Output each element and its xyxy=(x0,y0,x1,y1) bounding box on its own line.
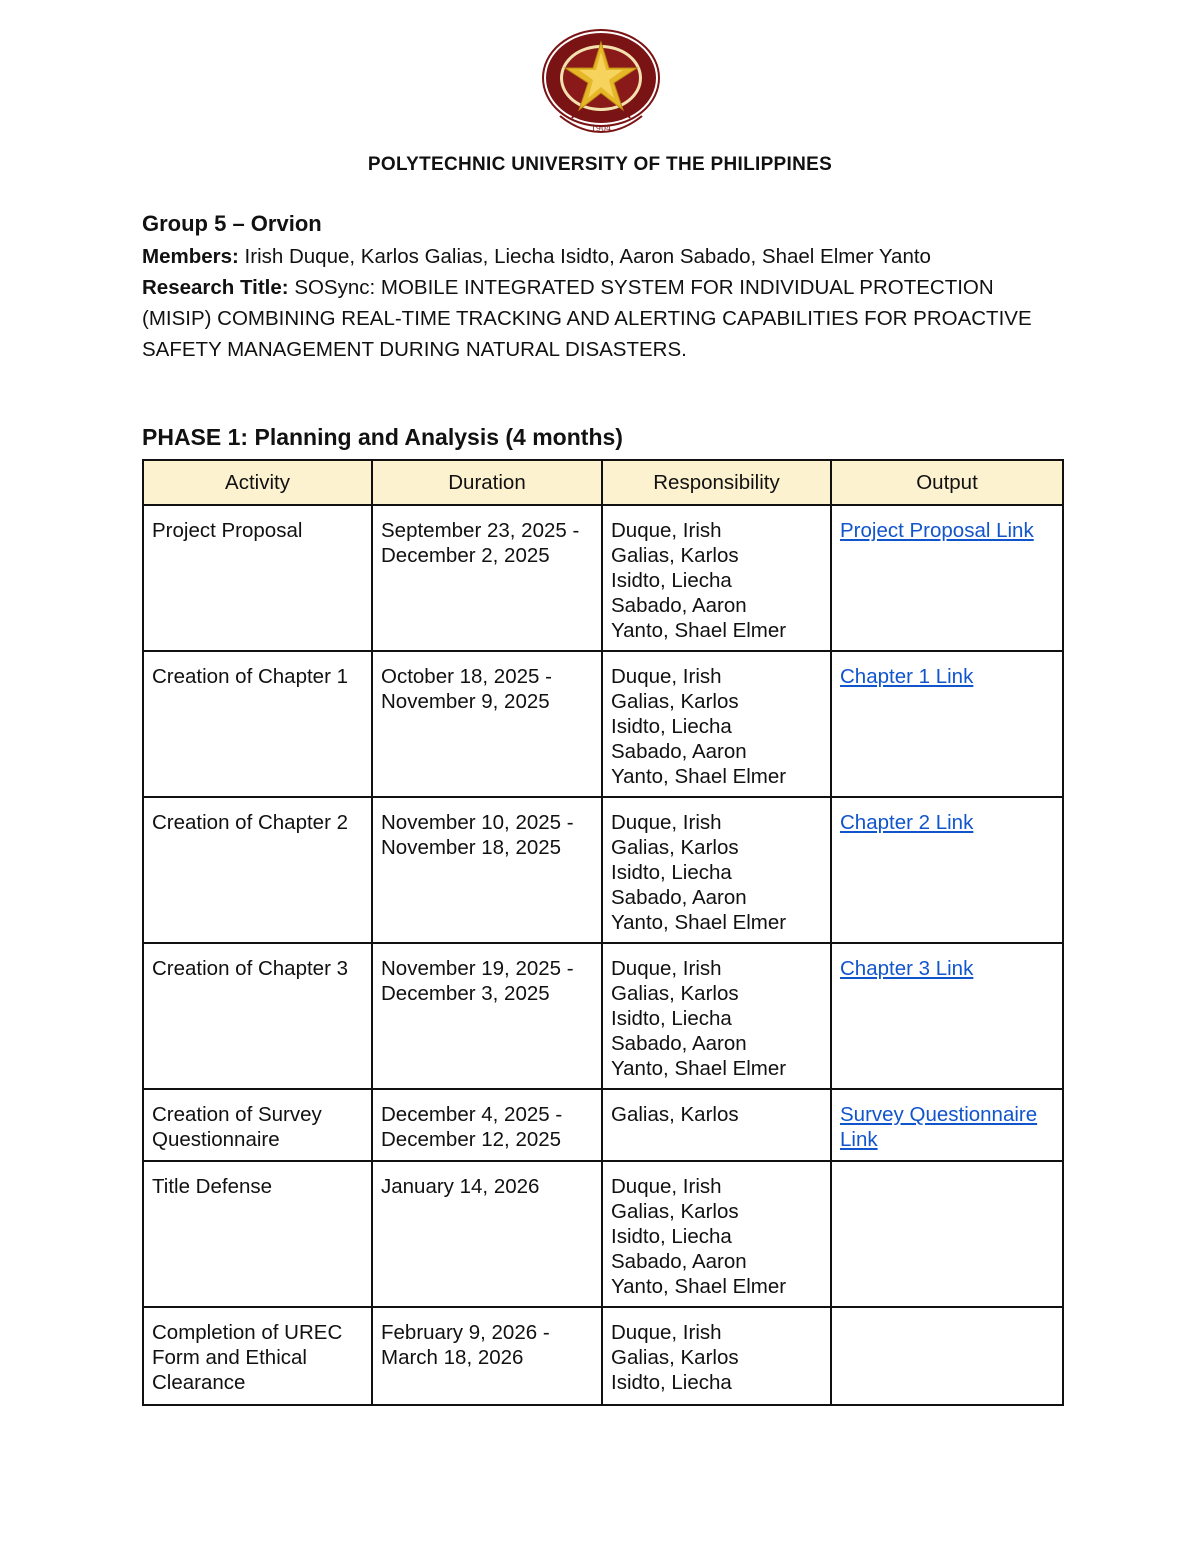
output-link[interactable]: Project Proposal Link xyxy=(840,519,1034,542)
research-title-line xyxy=(142,272,1042,365)
responsible-person: Galias, Karlos xyxy=(611,544,739,567)
table-row xyxy=(143,1307,1063,1405)
duration-cell: October 18, 2025 - November 9, 2025 xyxy=(372,651,602,797)
activity-cell: Creation of Chapter 3 xyxy=(143,943,372,1089)
activity-cell: Creation of Survey Questionnaire xyxy=(143,1089,372,1161)
table-row xyxy=(143,1161,1063,1307)
output-link[interactable]: Chapter 2 Link xyxy=(840,811,974,834)
responsible-person: Isidto, Liecha xyxy=(611,861,732,884)
activity-cell: Project Proposal xyxy=(143,505,372,651)
output-cell xyxy=(831,505,1063,651)
responsible-person: Galias, Karlos xyxy=(611,1103,739,1126)
responsible-person: Duque, Irish xyxy=(611,665,722,688)
svg-text:1904: 1904 xyxy=(590,124,612,133)
activity-cell: Title Defense xyxy=(143,1161,372,1307)
column-header-responsibility: Responsibility xyxy=(602,460,831,505)
responsible-person: Isidto, Liecha xyxy=(611,1007,732,1030)
responsibility-cell xyxy=(602,1089,831,1161)
output-cell xyxy=(831,1089,1063,1161)
responsible-person: Yanto, Shael Elmer xyxy=(611,619,787,642)
duration-cell: September 23, 2025 - December 2, 2025 xyxy=(372,505,602,651)
responsible-person: Galias, Karlos xyxy=(611,982,739,1005)
table-row xyxy=(143,651,1063,797)
column-header-activity: Activity xyxy=(143,460,372,505)
duration-cell: December 4, 2025 - December 12, 2025 xyxy=(372,1089,602,1161)
responsible-person: Sabado, Aaron xyxy=(611,886,747,909)
responsible-person: Duque, Irish xyxy=(611,519,722,542)
output-link[interactable]: Chapter 3 Link xyxy=(840,957,974,980)
output-cell xyxy=(831,1161,1063,1307)
responsible-person: Galias, Karlos xyxy=(611,836,739,859)
responsible-person: Yanto, Shael Elmer xyxy=(611,1275,787,1298)
duration-cell: November 10, 2025 - November 18, 2025 xyxy=(372,797,602,943)
table-header-row xyxy=(143,460,1063,505)
responsible-person: Sabado, Aaron xyxy=(611,1032,747,1055)
responsible-person: Duque, Irish xyxy=(611,957,722,980)
responsible-person: Duque, Irish xyxy=(611,811,722,834)
responsibility-cell xyxy=(602,505,831,651)
responsible-person: Isidto, Liecha xyxy=(611,1371,732,1394)
members-line xyxy=(142,241,1042,272)
responsible-person: Isidto, Liecha xyxy=(611,569,732,592)
column-header-duration: Duration xyxy=(372,460,602,505)
activity-cell: Completion of UREC Form and Ethical Clearance xyxy=(143,1307,372,1405)
output-link[interactable]: Survey Questionnaire Link xyxy=(840,1103,1038,1151)
responsible-person: Galias, Karlos xyxy=(611,1346,739,1369)
output-cell xyxy=(831,1307,1063,1405)
table-row xyxy=(143,943,1063,1089)
research-title-value: SOSync: MOBILE INTEGRATED SYSTEM FOR INDIVIDUAL PROTECTION (MISIP) COMBINING REAL-TIME TRACKING AND ALERTING CAPABILITIES FOR PROACTIVE SAFETY MANAGEMENT DURING NATURAL DISASTERS. xyxy=(142,276,1032,361)
responsible-person: Sabado, Aaron xyxy=(611,594,747,617)
output-cell xyxy=(831,651,1063,797)
responsible-person: Duque, Irish xyxy=(611,1175,722,1198)
responsible-person: Isidto, Liecha xyxy=(611,1225,732,1248)
responsible-person: Isidto, Liecha xyxy=(611,715,732,738)
university-name: POLYTECHNIC UNIVERSITY OF THE PHILIPPINES xyxy=(367,154,833,175)
activity-cell: Creation of Chapter 2 xyxy=(143,797,372,943)
responsible-person: Sabado, Aaron xyxy=(611,740,747,763)
responsible-person: Sabado, Aaron xyxy=(611,1250,747,1273)
responsible-person: Galias, Karlos xyxy=(611,1200,739,1223)
responsible-person: Galias, Karlos xyxy=(611,690,739,713)
responsibility-cell xyxy=(602,943,831,1089)
duration-cell: February 9, 2026 - March 18, 2026 xyxy=(372,1307,602,1405)
output-cell xyxy=(831,943,1063,1089)
members-label: Members: xyxy=(142,245,239,268)
table-row xyxy=(143,1089,1063,1161)
output-link[interactable]: Chapter 1 Link xyxy=(840,665,974,688)
responsible-person: Duque, Irish xyxy=(611,1321,722,1344)
responsibility-cell xyxy=(602,797,831,943)
university-seal-logo xyxy=(540,28,662,136)
phase-schedule-table xyxy=(142,459,1064,1406)
column-header-output: Output xyxy=(831,460,1063,505)
group-info xyxy=(142,208,1042,365)
research-title-label: Research Title: xyxy=(142,276,289,299)
group-heading: Group 5 – Orvion xyxy=(142,211,322,236)
responsibility-cell xyxy=(602,1307,831,1405)
responsibility-cell xyxy=(602,651,831,797)
duration-cell: November 19, 2025 - December 3, 2025 xyxy=(372,943,602,1089)
output-cell xyxy=(831,797,1063,943)
table-row xyxy=(143,505,1063,651)
phase-heading: PHASE 1: Planning and Analysis (4 months) xyxy=(142,424,623,450)
members-value: Irish Duque, Karlos Galias, Liecha Isidto, Aaron Sabado, Shael Elmer Yanto xyxy=(244,245,931,268)
responsible-person: Yanto, Shael Elmer xyxy=(611,765,787,788)
activity-cell: Creation of Chapter 1 xyxy=(143,651,372,797)
duration-cell: January 14, 2026 xyxy=(372,1161,602,1307)
responsibility-cell xyxy=(602,1161,831,1307)
responsible-person: Yanto, Shael Elmer xyxy=(611,911,787,934)
responsible-person: Yanto, Shael Elmer xyxy=(611,1057,787,1080)
table-row xyxy=(143,797,1063,943)
